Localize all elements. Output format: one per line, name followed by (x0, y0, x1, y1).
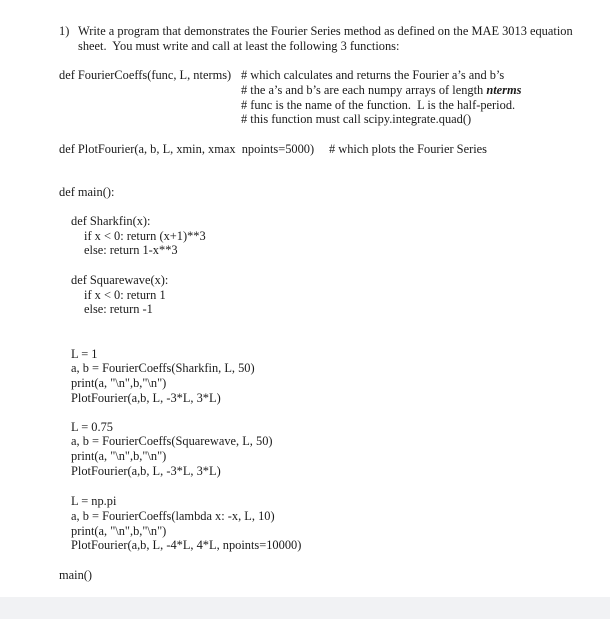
bottom-bar (0, 597, 610, 619)
block1-line-3: print(a, "\n",b,"\n") (71, 376, 167, 390)
block1-line-1: L = 1 (71, 347, 98, 361)
block3-line-3: print(a, "\n",b,"\n") (71, 524, 167, 538)
fourier-coeffs-comment-2-text: # the a’s and b’s are each numpy arrays of length (241, 83, 487, 97)
nterms-emphasis: nterms (486, 83, 522, 97)
sharkfin-else: else: return 1-x**3 (84, 243, 178, 257)
problem-intro-line-2: sheet. You must write and call at least the following 3 functions: (78, 39, 400, 53)
fourier-coeffs-comment-4: # this function must call scipy.integrate.quad() (241, 112, 472, 126)
block3-line-4: PlotFourier(a,b, L, -4*L, 4*L, npoints=10000) (71, 538, 302, 552)
sharkfin-def: def Sharkfin(x): (71, 214, 151, 228)
problem-number: 1) (59, 24, 70, 38)
main-call: main() (59, 568, 93, 582)
fourier-coeffs-comment-1: # which calculates and returns the Fourier a’s and b’s (241, 68, 505, 82)
block1-line-4: PlotFourier(a,b, L, -3*L, 3*L) (71, 391, 221, 405)
sharkfin-if: if x < 0: return (x+1)**3 (84, 229, 206, 243)
fourier-coeffs-signature: def FourierCoeffs(func, L, nterms) (59, 68, 232, 82)
block3-line-2: a, b = FourierCoeffs(lambda x: -x, L, 10) (71, 509, 275, 523)
squarewave-else: else: return -1 (84, 302, 153, 316)
def-main: def main(): (59, 185, 115, 199)
plot-fourier-comment: # which plots the Fourier Series (329, 142, 487, 156)
block2-line-3: print(a, "\n",b,"\n") (71, 449, 167, 463)
block2-line-4: PlotFourier(a,b, L, -3*L, 3*L) (71, 464, 221, 478)
block2-line-1: L = 0.75 (71, 420, 113, 434)
fourier-coeffs-comment-2 (241, 83, 521, 97)
block1-line-2: a, b = FourierCoeffs(Sharkfin, L, 50) (71, 361, 255, 375)
block3-line-1: L = np.pi (71, 494, 117, 508)
plot-fourier-signature: def PlotFourier(a, b, L, xmin, xmax npoints=5000) (59, 142, 315, 156)
fourier-coeffs-comment-3: # func is the name of the function. L is the half-period. (241, 98, 516, 112)
block2-line-2: a, b = FourierCoeffs(Squarewave, L, 50) (71, 434, 273, 448)
squarewave-if: if x < 0: return 1 (84, 288, 166, 302)
squarewave-def: def Squarewave(x): (71, 273, 169, 287)
problem-intro-line-1: Write a program that demonstrates the Fourier Series method as defined on the MAE 3013 equation (78, 24, 573, 38)
